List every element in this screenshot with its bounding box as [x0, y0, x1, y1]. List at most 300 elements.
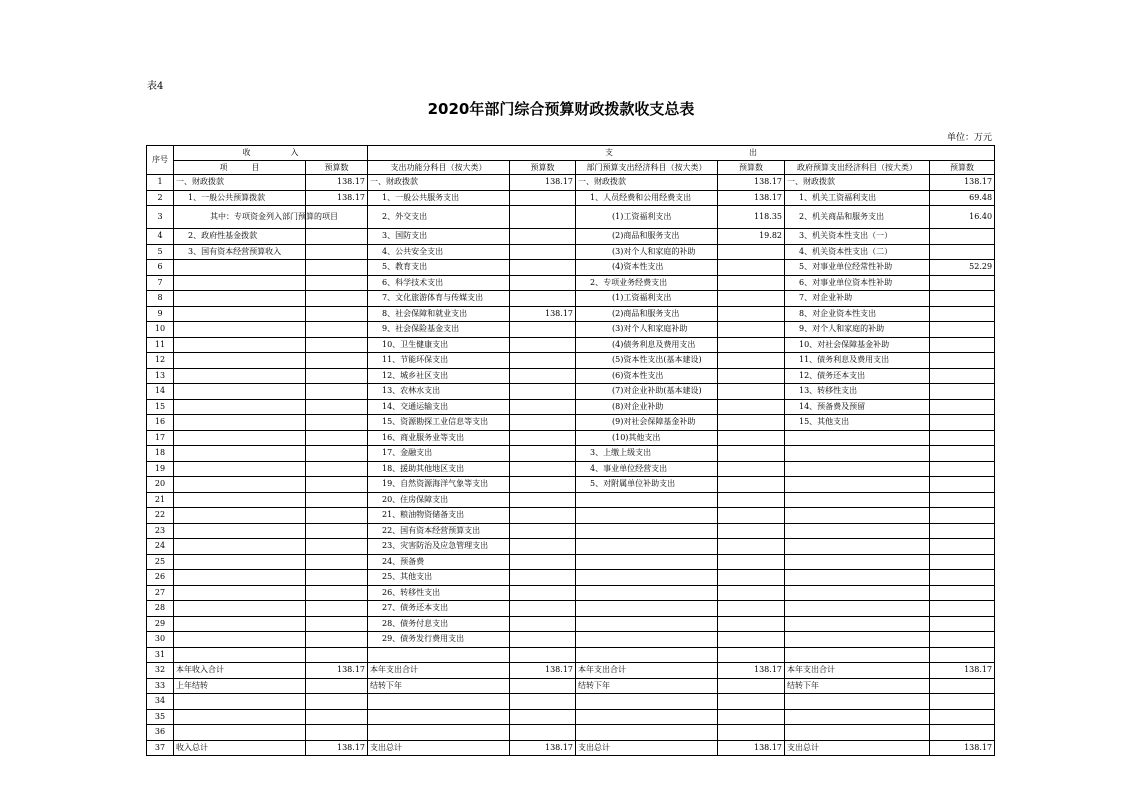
dept-item-cell: (5)资本性支出(基本建设) [576, 353, 718, 369]
seq-cell: 2 [147, 190, 174, 206]
gov-item-cell: 15、其他支出 [785, 415, 930, 431]
dept-budget-cell [718, 337, 785, 353]
gov-budget-cell [930, 601, 995, 617]
income-budget-cell [306, 244, 368, 260]
gov-item-cell [785, 446, 930, 462]
dept-budget-cell [718, 601, 785, 617]
func-item-cell: 7、文化旅游体育与传媒支出 [368, 291, 510, 307]
table-row [147, 415, 995, 431]
gov-budget-cell [930, 337, 995, 353]
table-row [147, 446, 995, 462]
func-item-cell: 3、国防支出 [368, 229, 510, 245]
func-budget-cell: 138.17 [510, 306, 576, 322]
table-row [147, 384, 995, 400]
table-row [147, 539, 995, 555]
table-row [147, 461, 995, 477]
gov-item-cell [785, 585, 930, 601]
func-budget-cell [510, 244, 576, 260]
income-budget-cell [306, 399, 368, 415]
gov-item-cell [785, 694, 930, 710]
gov-item-cell: 7、对企业补助 [785, 291, 930, 307]
income-item-cell [174, 337, 306, 353]
gov-budget-cell [930, 709, 995, 725]
income-budget-cell [306, 709, 368, 725]
dept-budget-cell [718, 368, 785, 384]
income-item-cell: 2、政府性基金拨款 [174, 229, 306, 245]
gov-budget-cell [930, 368, 995, 384]
dept-budget-cell [718, 492, 785, 508]
func-budget-cell [510, 477, 576, 493]
gov-item-cell [785, 570, 930, 586]
income-budget-cell [306, 368, 368, 384]
budget-header: 预算数 [930, 161, 995, 175]
gov-item-cell [785, 492, 930, 508]
income-budget-cell [306, 508, 368, 524]
dept-budget-cell [718, 415, 785, 431]
func-budget-cell [510, 508, 576, 524]
income-budget-cell [306, 291, 368, 307]
dept-item-cell: 1、人员经费和公用经费支出 [576, 190, 718, 206]
func-item-cell: 2、外交支出 [368, 206, 510, 229]
seq-cell: 21 [147, 492, 174, 508]
gov-item-cell [785, 601, 930, 617]
income-item-cell: 3、国有资本经营预算收入 [174, 244, 306, 260]
func-item-cell: 24、预备费 [368, 554, 510, 570]
gov-item-cell: 14、预备费及预留 [785, 399, 930, 415]
income-item-cell [174, 616, 306, 632]
table-row [147, 632, 995, 648]
func-budget-cell [510, 291, 576, 307]
seq-cell: 14 [147, 384, 174, 400]
seq-cell: 10 [147, 322, 174, 338]
func-header: 支出功能分科目（按大类） [368, 161, 510, 175]
seq-cell: 33 [147, 678, 174, 694]
dept-item-cell [576, 647, 718, 663]
gov-budget-cell [930, 446, 995, 462]
gov-item-cell: 5、对事业单位经常性补助 [785, 260, 930, 276]
func-item-cell: 4、公共安全支出 [368, 244, 510, 260]
gov-item-cell [785, 616, 930, 632]
income-budget-cell [306, 585, 368, 601]
func-budget-cell [510, 570, 576, 586]
gov-item-cell [785, 508, 930, 524]
table-row [147, 616, 995, 632]
seq-cell: 32 [147, 663, 174, 679]
gov-budget-cell [930, 647, 995, 663]
dept-budget-cell [718, 430, 785, 446]
table-row [147, 709, 995, 725]
dept-item-cell: (4)债务利息及费用支出 [576, 337, 718, 353]
income-item-cell [174, 585, 306, 601]
dept-item-cell [576, 492, 718, 508]
func-budget-cell [510, 322, 576, 338]
table-row [147, 291, 995, 307]
func-item-cell: 19、自然资源海洋气象等支出 [368, 477, 510, 493]
table-row [147, 601, 995, 617]
income-item-cell [174, 291, 306, 307]
table-row [147, 740, 995, 756]
dept-budget-cell [718, 523, 785, 539]
func-item-cell: 15、资源勘探工业信息等支出 [368, 415, 510, 431]
gov-budget-cell [930, 244, 995, 260]
dept-item-cell: (3)对个人和家庭补助 [576, 322, 718, 338]
dept-item-cell: (1)工资福利支出 [576, 291, 718, 307]
income-budget-cell [306, 523, 368, 539]
func-item-cell: 25、其他支出 [368, 570, 510, 586]
gov-budget-cell [930, 492, 995, 508]
func-budget-cell [510, 539, 576, 555]
gov-budget-cell [930, 585, 995, 601]
gov-budget-cell [930, 384, 995, 400]
seq-cell: 30 [147, 632, 174, 648]
dept-item-cell: (3)对个人和家庭的补助 [576, 244, 718, 260]
gov-budget-cell: 69.48 [930, 190, 995, 206]
gov-budget-cell [930, 632, 995, 648]
table-row [147, 275, 995, 291]
seq-cell: 8 [147, 291, 174, 307]
income-item-cell [174, 601, 306, 617]
func-item-cell: 18、援助其他地区支出 [368, 461, 510, 477]
seq-cell: 19 [147, 461, 174, 477]
dept-budget-cell [718, 554, 785, 570]
func-budget-cell [510, 368, 576, 384]
dept-budget-cell [718, 678, 785, 694]
func-budget-cell [510, 384, 576, 400]
gov-item-cell: 支出总计 [785, 740, 930, 756]
income-budget-cell [306, 647, 368, 663]
table-row [147, 694, 995, 710]
income-budget-cell [306, 725, 368, 741]
dept-item-cell [576, 523, 718, 539]
dept-budget-cell [718, 322, 785, 338]
gov-budget-cell [930, 415, 995, 431]
table-row [147, 508, 995, 524]
dept-budget-cell [718, 244, 785, 260]
seq-cell: 37 [147, 740, 174, 756]
income-budget-cell [306, 229, 368, 245]
gov-item-cell: 13、转移性支出 [785, 384, 930, 400]
dept-budget-cell: 19.82 [718, 229, 785, 245]
income-budget-cell [306, 554, 368, 570]
gov-budget-cell [930, 725, 995, 741]
gov-budget-cell [930, 430, 995, 446]
income-budget-cell [306, 430, 368, 446]
dept-header: 部门预算支出经济科目（按大类） [576, 161, 718, 175]
gov-budget-cell [930, 477, 995, 493]
income-item-cell [174, 539, 306, 555]
func-item-cell: 1、一般公共服务支出 [368, 190, 510, 206]
table-row [147, 306, 995, 322]
income-item-cell [174, 570, 306, 586]
gov-item-cell [785, 725, 930, 741]
seq-cell: 35 [147, 709, 174, 725]
func-item-cell: 10、卫生健康支出 [368, 337, 510, 353]
income-budget-cell [306, 632, 368, 648]
func-item-cell: 14、交通运输支出 [368, 399, 510, 415]
func-budget-cell [510, 190, 576, 206]
gov-item-cell [785, 539, 930, 555]
func-item-cell: 16、商业服务业等支出 [368, 430, 510, 446]
table-row [147, 585, 995, 601]
seq-cell: 12 [147, 353, 174, 369]
func-budget-cell [510, 275, 576, 291]
income-budget-cell: 138.17 [306, 740, 368, 756]
func-item-cell: 支出总计 [368, 740, 510, 756]
table-row [147, 647, 995, 663]
income-item-cell [174, 725, 306, 741]
dept-item-cell: (7)对企业补助(基本建设) [576, 384, 718, 400]
table-row [147, 399, 995, 415]
table-row [147, 725, 995, 741]
gov-budget-cell [930, 523, 995, 539]
dept-budget-cell [718, 446, 785, 462]
func-item-cell: 27、债务还本支出 [368, 601, 510, 617]
dept-item-cell: 本年支出合计 [576, 663, 718, 679]
dept-item-cell [576, 694, 718, 710]
income-item-cell [174, 554, 306, 570]
income-item-cell [174, 275, 306, 291]
func-item-cell [368, 694, 510, 710]
gov-budget-cell [930, 291, 995, 307]
dept-budget-cell: 138.17 [718, 663, 785, 679]
income-item-cell [174, 368, 306, 384]
func-budget-cell [510, 554, 576, 570]
func-item-cell: 23、灾害防治及应急管理支出 [368, 539, 510, 555]
func-budget-cell [510, 260, 576, 276]
income-item-cell [174, 384, 306, 400]
income-item-cell [174, 477, 306, 493]
dept-budget-cell: 138.17 [718, 190, 785, 206]
income-item-cell [174, 260, 306, 276]
table-row [147, 554, 995, 570]
table-row [147, 260, 995, 276]
seq-cell: 26 [147, 570, 174, 586]
income-budget-cell [306, 306, 368, 322]
seq-cell: 6 [147, 260, 174, 276]
dept-item-cell [576, 585, 718, 601]
dept-item-cell: (10)其他支出 [576, 430, 718, 446]
income-budget-cell [306, 678, 368, 694]
gov-item-cell: 11、债务利息及费用支出 [785, 353, 930, 369]
gov-item-cell: 一、财政拨款 [785, 175, 930, 191]
gov-item-cell: 结转下年 [785, 678, 930, 694]
dept-item-cell: (8)对企业补助 [576, 399, 718, 415]
dept-item-cell: 3、上缴上级支出 [576, 446, 718, 462]
seq-cell: 13 [147, 368, 174, 384]
seq-cell: 25 [147, 554, 174, 570]
dept-item-cell: (2)商品和服务支出 [576, 306, 718, 322]
budget-header: 预算数 [306, 161, 368, 175]
dept-item-cell: 一、财政拨款 [576, 175, 718, 191]
income-item-cell [174, 430, 306, 446]
func-budget-cell [510, 694, 576, 710]
func-item-cell: 结转下年 [368, 678, 510, 694]
income-header: 收 入 [174, 146, 368, 161]
func-item-cell [368, 709, 510, 725]
income-item-cell [174, 446, 306, 462]
func-item-cell: 6、科学技术支出 [368, 275, 510, 291]
income-budget-cell [306, 539, 368, 555]
income-item-cell: 上年结转 [174, 678, 306, 694]
dept-item-cell: (6)资本性支出 [576, 368, 718, 384]
dept-budget-cell [718, 725, 785, 741]
seq-cell: 4 [147, 229, 174, 245]
gov-item-cell [785, 430, 930, 446]
income-item-cell [174, 415, 306, 431]
dept-item-cell [576, 709, 718, 725]
income-item-cell: 1、一般公共预算拨款 [174, 190, 306, 206]
func-item-cell: 20、住房保障支出 [368, 492, 510, 508]
gov-budget-cell [930, 353, 995, 369]
func-budget-cell [510, 415, 576, 431]
func-budget-cell [510, 337, 576, 353]
budget-header: 预算数 [510, 161, 576, 175]
income-item-cell: 本年收入合计 [174, 663, 306, 679]
dept-item-cell: (2)商品和服务支出 [576, 229, 718, 245]
gov-item-cell: 3、机关资本性支出（一） [785, 229, 930, 245]
seq-cell: 7 [147, 275, 174, 291]
dept-item-cell [576, 725, 718, 741]
dept-budget-cell [718, 260, 785, 276]
gov-item-cell: 10、对社会保障基金补助 [785, 337, 930, 353]
seq-cell: 16 [147, 415, 174, 431]
seq-cell: 1 [147, 175, 174, 191]
func-budget-cell [510, 523, 576, 539]
table-body [147, 175, 995, 756]
gov-item-cell: 1、机关工资福利支出 [785, 190, 930, 206]
gov-budget-cell: 138.17 [930, 740, 995, 756]
gov-item-cell [785, 554, 930, 570]
gov-budget-cell [930, 461, 995, 477]
table-number: 表4 [147, 81, 164, 92]
gov-budget-cell [930, 694, 995, 710]
func-budget-cell [510, 585, 576, 601]
func-budget-cell [510, 647, 576, 663]
func-item-cell: 26、转移性支出 [368, 585, 510, 601]
gov-budget-cell: 138.17 [930, 663, 995, 679]
income-budget-cell [306, 461, 368, 477]
income-item-cell [174, 694, 306, 710]
func-budget-cell [510, 446, 576, 462]
income-budget-cell [306, 477, 368, 493]
func-item-cell: 21、粮油物资储备支出 [368, 508, 510, 524]
income-budget-cell [306, 260, 368, 276]
dept-item-cell: 结转下年 [576, 678, 718, 694]
income-item-cell [174, 508, 306, 524]
gov-item-cell [785, 632, 930, 648]
table-row [147, 229, 995, 245]
dept-budget-cell [718, 570, 785, 586]
dept-budget-cell [718, 647, 785, 663]
func-budget-cell: 138.17 [510, 663, 576, 679]
dept-item-cell: (4)资本性支出 [576, 260, 718, 276]
income-budget-cell [306, 616, 368, 632]
func-budget-cell [510, 461, 576, 477]
seq-header: 序号 [147, 146, 174, 175]
gov-item-cell: 9、对个人和家庭的补助 [785, 322, 930, 338]
seq-cell: 3 [147, 206, 174, 229]
gov-budget-cell [930, 570, 995, 586]
dept-budget-cell [718, 709, 785, 725]
dept-budget-cell [718, 508, 785, 524]
table-row [147, 206, 995, 229]
seq-cell: 17 [147, 430, 174, 446]
dept-item-cell: 支出总计 [576, 740, 718, 756]
func-budget-cell: 138.17 [510, 175, 576, 191]
table-row [147, 175, 995, 191]
dept-budget-cell [718, 399, 785, 415]
gov-budget-cell [930, 554, 995, 570]
dept-budget-cell [718, 616, 785, 632]
func-item-cell [368, 647, 510, 663]
budget-table [146, 145, 995, 756]
item-header: 项 目 [174, 161, 306, 175]
gov-budget-cell: 16.40 [930, 206, 995, 229]
seq-cell: 11 [147, 337, 174, 353]
func-budget-cell [510, 616, 576, 632]
gov-item-cell: 8、对企业资本性支出 [785, 306, 930, 322]
gov-budget-cell [930, 508, 995, 524]
dept-item-cell [576, 632, 718, 648]
func-item-cell: 9、社会保险基金支出 [368, 322, 510, 338]
income-budget-cell [306, 322, 368, 338]
table-row [147, 430, 995, 446]
income-budget-cell [306, 570, 368, 586]
income-budget-cell [306, 275, 368, 291]
income-item-cell [174, 523, 306, 539]
gov-budget-cell [930, 306, 995, 322]
budget-header: 预算数 [718, 161, 785, 175]
seq-cell: 23 [147, 523, 174, 539]
dept-item-cell [576, 616, 718, 632]
func-budget-cell [510, 709, 576, 725]
func-budget-cell [510, 229, 576, 245]
func-item-cell: 29、债务发行费用支出 [368, 632, 510, 648]
gov-budget-cell [930, 275, 995, 291]
income-item-cell [174, 399, 306, 415]
gov-item-cell [785, 709, 930, 725]
func-budget-cell [510, 601, 576, 617]
seq-cell: 24 [147, 539, 174, 555]
func-budget-cell [510, 430, 576, 446]
dept-budget-cell [718, 384, 785, 400]
income-item-cell [174, 461, 306, 477]
dept-budget-cell [718, 632, 785, 648]
income-item-cell [174, 647, 306, 663]
gov-item-cell [785, 477, 930, 493]
func-budget-cell [510, 206, 576, 229]
gov-item-cell [785, 523, 930, 539]
table-row [147, 337, 995, 353]
unit-label: 单位：万元 [946, 133, 992, 143]
dept-budget-cell: 138.17 [718, 740, 785, 756]
income-budget-cell [306, 384, 368, 400]
gov-budget-cell [930, 322, 995, 338]
seq-cell: 15 [147, 399, 174, 415]
dept-budget-cell [718, 461, 785, 477]
dept-budget-cell [718, 275, 785, 291]
seq-cell: 29 [147, 616, 174, 632]
dept-budget-cell [718, 694, 785, 710]
table-row [147, 492, 995, 508]
dept-item-cell [576, 539, 718, 555]
table-row [147, 663, 995, 679]
func-item-cell: 22、国有资本经营预算支出 [368, 523, 510, 539]
gov-budget-cell: 138.17 [930, 175, 995, 191]
dept-item-cell [576, 570, 718, 586]
dept-item-cell [576, 601, 718, 617]
gov-item-cell: 4、机关资本性支出（二） [785, 244, 930, 260]
